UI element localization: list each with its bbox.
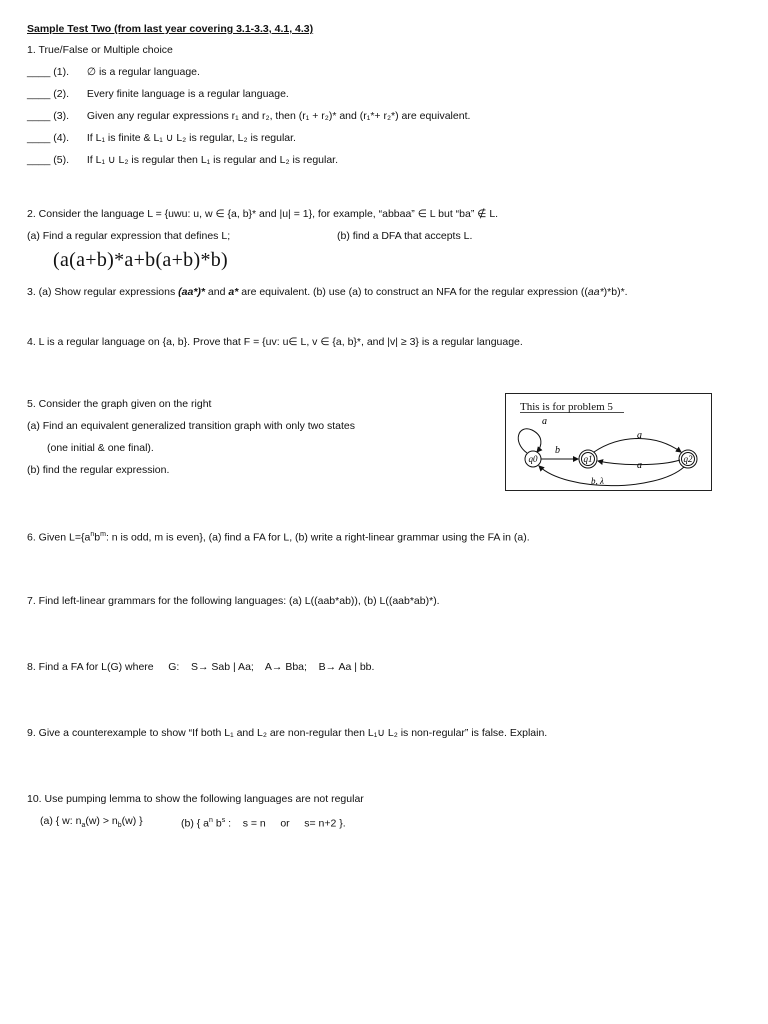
q6-pre: 6. Given L={a xyxy=(27,531,91,544)
item-number: (1). xyxy=(53,66,70,78)
q5-part-b: (b) find the regular expression. xyxy=(27,464,170,476)
item-number: (3). xyxy=(53,110,70,122)
q2-text: 2. Consider the language L = {uwu: u, w ∈ {a, b}* and |u| = 1}, for example, “abbaa” ∈ L but “ba” ∉ L. xyxy=(27,208,499,220)
q6-post: : n is odd, m is even}, (a) find a FA for L, (b) write a right-linear grammar using the FA in (a). xyxy=(105,531,530,544)
q6-mid: b xyxy=(94,531,101,544)
item-text: If L₁ is finite & L₁ ∪ L₂ is regular, L₂ is regular. xyxy=(86,132,296,144)
q3-prefix: 3. (a) Show regular expressions xyxy=(27,286,179,298)
q6-sup2: m xyxy=(100,531,106,538)
q3-expr2: a* xyxy=(228,286,239,298)
q10-part-b xyxy=(181,814,346,831)
q2-part-a: (a) Find a regular expression that defines L; xyxy=(27,230,231,242)
q1-item xyxy=(27,87,289,101)
q10-a-sub2: b xyxy=(117,822,122,830)
transition-graph xyxy=(506,394,713,492)
q2-handwritten-answer: (a(a+b)*a+b(a+b)*b) xyxy=(53,249,229,271)
test-title: Sample Test Two (from last year covering 3.1-3.3, 4.1, 4.3) xyxy=(27,23,314,35)
q10-a-pre: (a) { w: n xyxy=(40,815,82,827)
answer-blank: ____ xyxy=(27,154,51,166)
edge-label-q1-q2: a xyxy=(637,430,642,441)
q3-mid1: and xyxy=(205,286,229,298)
answer-blank: ____ xyxy=(27,88,51,100)
answer-blank: ____ xyxy=(27,132,51,144)
q10-b-mid: b xyxy=(212,817,222,830)
item-number: (5). xyxy=(53,154,70,166)
edge-label-q2-q1: a xyxy=(637,460,642,471)
edge-q0-loop xyxy=(518,429,541,453)
q10-part-a xyxy=(40,814,143,833)
q1-item xyxy=(27,131,296,145)
q3-expr3: aa* xyxy=(587,286,604,298)
edge-label-q0-q1: b xyxy=(555,445,560,456)
q10-a-sub1: a xyxy=(81,822,86,830)
q10-a-mid: (w) > n xyxy=(85,815,118,827)
q1-item xyxy=(27,153,338,167)
q10-b-pre: (b) { a xyxy=(181,817,210,830)
item-number: (2). xyxy=(53,88,70,100)
state-q1-label: q1 xyxy=(583,454,593,464)
q5-part-a-cont: (one initial & one final). xyxy=(47,442,154,454)
q6-text xyxy=(27,528,530,545)
q4-text: 4. L is a regular language on {a, b}. Prove that F = {uv: u∈ L, v ∈ {a, b}*, and |v| ≥ 3} is a regular language. xyxy=(27,336,523,348)
state-q0-label: q0 xyxy=(528,454,538,464)
answer-blank: ____ xyxy=(27,66,51,78)
item-text: Given any regular expressions r₁ and r₂, then (r₁ + r₂)* and (r₁*+ r₂*) are equivalent. xyxy=(86,110,471,122)
q1-item xyxy=(27,65,200,79)
q3-suffix: )*b)*. xyxy=(603,286,628,298)
edge-q2-q0 xyxy=(539,466,684,486)
state-q2-label: q2 xyxy=(683,454,693,464)
edge-label-q0-loop: a xyxy=(542,416,547,427)
q2-part-b: (b) find a DFA that accepts L. xyxy=(337,230,473,242)
q8-text: 8. Find a FA for L(G) where G: S→ Sab | Aa; A→ Bba; B→ Aa | bb. xyxy=(27,661,375,673)
q10-a-post: (w) } xyxy=(121,815,143,827)
edge-label-q2-q0: b, λ xyxy=(591,476,604,486)
item-text: Every finite language is a regular language. xyxy=(86,88,289,100)
q5-heading: 5. Consider the graph given on the right xyxy=(27,398,212,410)
q3-mid2: are equivalent. (b) use (a) to construct an NFA for the regular expression (( xyxy=(238,286,588,298)
q9-text: 9. Give a counterexample to show “If both L₁ and L₂ are non-regular then L₁∪ L₂ is non-regular” is false. Explain. xyxy=(27,727,548,739)
item-text: If L₁ ∪ L₂ is regular then L₁ is regular and L₂ is regular. xyxy=(86,154,339,166)
q7-text: 7. Find left-linear grammars for the following languages: (a) L((aab*ab)), (b) L((aab*ab)*). xyxy=(27,595,440,607)
q3-text xyxy=(27,285,628,299)
q10-b-sup2: s xyxy=(221,817,226,824)
q10-b-post: : s = n or s= n+2 }. xyxy=(225,817,346,830)
q5-part-a: (a) Find an equivalent generalized transition graph with only two states xyxy=(27,420,356,432)
transition-graph-figure xyxy=(505,393,712,491)
q10-b-sup1: n xyxy=(209,817,213,824)
item-number: (4). xyxy=(53,132,70,144)
figure-caption: This is for problem 5 xyxy=(520,401,613,413)
q3-expr1: (aa*)* xyxy=(178,286,206,298)
q1-item xyxy=(27,109,470,123)
answer-blank: ____ xyxy=(27,110,51,122)
item-text: ∅ is a regular language. xyxy=(86,66,200,78)
q1-heading: 1. True/False or Multiple choice xyxy=(27,44,173,56)
q10-heading: 10. Use pumping lemma to show the following languages are not regular xyxy=(27,793,364,805)
q6-sup1: n xyxy=(90,531,95,538)
